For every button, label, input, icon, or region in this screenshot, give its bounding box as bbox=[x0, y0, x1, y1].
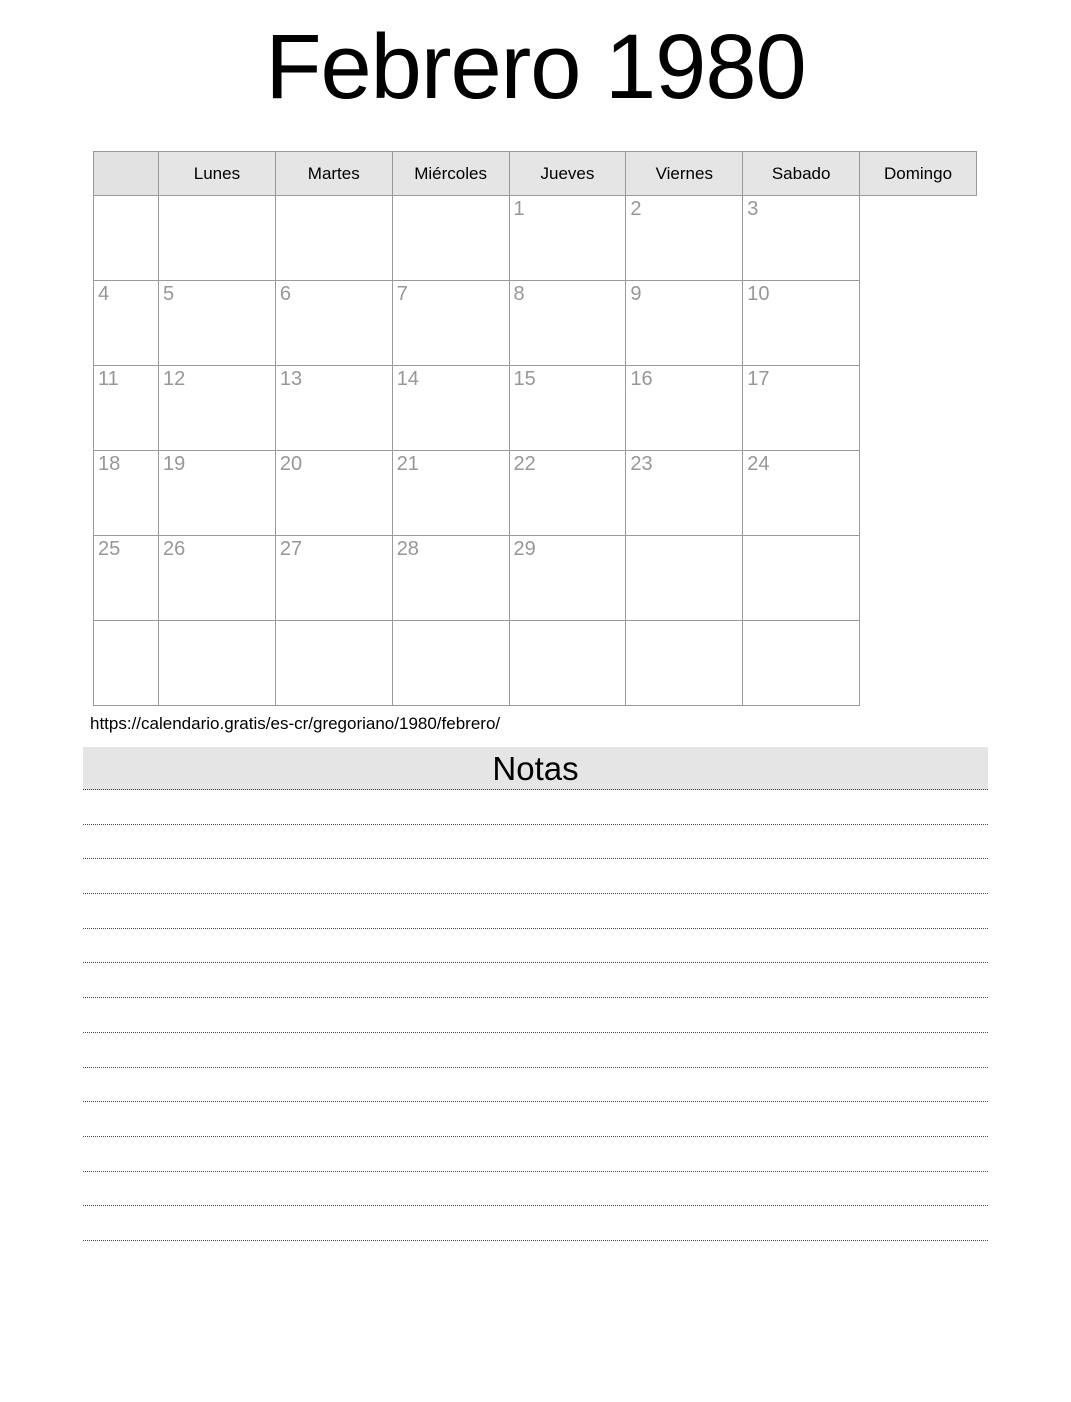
day-cell: 20 bbox=[275, 451, 392, 536]
day-cell: 1 bbox=[509, 196, 626, 281]
day-cell: 26 bbox=[159, 536, 276, 621]
week-row bbox=[94, 451, 977, 536]
notes-title: Notas bbox=[83, 747, 988, 790]
day-cell: 2 bbox=[626, 196, 743, 281]
note-line bbox=[83, 998, 988, 1033]
day-cell: 8 bbox=[509, 281, 626, 366]
note-line bbox=[83, 859, 988, 894]
month-spacer-column bbox=[94, 152, 159, 196]
day-cell: 16 bbox=[626, 366, 743, 451]
note-line bbox=[83, 1172, 988, 1207]
day-cell: 15 bbox=[509, 366, 626, 451]
day-cell bbox=[626, 621, 743, 706]
day-cell bbox=[275, 196, 392, 281]
day-cell bbox=[392, 196, 509, 281]
week-row bbox=[94, 366, 977, 451]
note-line bbox=[83, 963, 988, 998]
note-line bbox=[83, 1068, 988, 1103]
weekday-header-jueves: Jueves bbox=[509, 152, 626, 196]
day-cell bbox=[94, 621, 159, 706]
day-cell: 27 bbox=[275, 536, 392, 621]
weekday-header-sabado: Sabado bbox=[743, 152, 860, 196]
day-cell: 24 bbox=[743, 451, 860, 536]
weekday-header-miercoles: Miércoles bbox=[392, 152, 509, 196]
note-line bbox=[83, 1137, 988, 1172]
day-cell: 18 bbox=[94, 451, 159, 536]
day-cell bbox=[743, 621, 860, 706]
day-cell: 14 bbox=[392, 366, 509, 451]
day-cell: 7 bbox=[392, 281, 509, 366]
week-row bbox=[94, 281, 977, 366]
note-line bbox=[83, 929, 988, 964]
week-row bbox=[94, 536, 977, 621]
day-cell: 22 bbox=[509, 451, 626, 536]
day-cell bbox=[159, 621, 276, 706]
source-url: https://calendario.gratis/es-cr/gregoriano/1980/febrero/ bbox=[90, 714, 501, 734]
day-cell bbox=[392, 621, 509, 706]
note-line bbox=[83, 1206, 988, 1241]
day-cell: 5 bbox=[159, 281, 276, 366]
day-cell bbox=[275, 621, 392, 706]
weekday-header-lunes: Lunes bbox=[159, 152, 276, 196]
weekday-header-domingo: Domingo bbox=[860, 152, 977, 196]
notes-lines bbox=[83, 790, 988, 1241]
note-line bbox=[83, 790, 988, 825]
day-cell bbox=[94, 196, 159, 281]
note-line bbox=[83, 825, 988, 860]
weekday-header-row bbox=[94, 152, 977, 196]
day-cell: 3 bbox=[743, 196, 860, 281]
day-cell bbox=[159, 196, 276, 281]
note-line bbox=[83, 1102, 988, 1137]
day-cell: 28 bbox=[392, 536, 509, 621]
day-cell: 29 bbox=[509, 536, 626, 621]
page-title: Febrero 1980 bbox=[265, 16, 806, 118]
day-cell bbox=[626, 536, 743, 621]
day-cell: 23 bbox=[626, 451, 743, 536]
day-cell: 13 bbox=[275, 366, 392, 451]
note-line bbox=[83, 894, 988, 929]
day-cell: 4 bbox=[94, 281, 159, 366]
week-row bbox=[94, 621, 977, 706]
weekday-header-martes: Martes bbox=[275, 152, 392, 196]
day-cell bbox=[743, 536, 860, 621]
weekday-header-viernes: Viernes bbox=[626, 152, 743, 196]
day-cell: 12 bbox=[159, 366, 276, 451]
calendar-table bbox=[93, 151, 977, 706]
day-cell: 21 bbox=[392, 451, 509, 536]
day-cell: 9 bbox=[626, 281, 743, 366]
note-line bbox=[83, 1033, 988, 1068]
day-cell: 17 bbox=[743, 366, 860, 451]
day-cell bbox=[509, 621, 626, 706]
day-cell: 19 bbox=[159, 451, 276, 536]
day-cell: 10 bbox=[743, 281, 860, 366]
day-cell: 25 bbox=[94, 536, 159, 621]
day-cell: 6 bbox=[275, 281, 392, 366]
notes-section bbox=[83, 747, 988, 1241]
day-cell: 11 bbox=[94, 366, 159, 451]
week-row bbox=[94, 196, 977, 281]
